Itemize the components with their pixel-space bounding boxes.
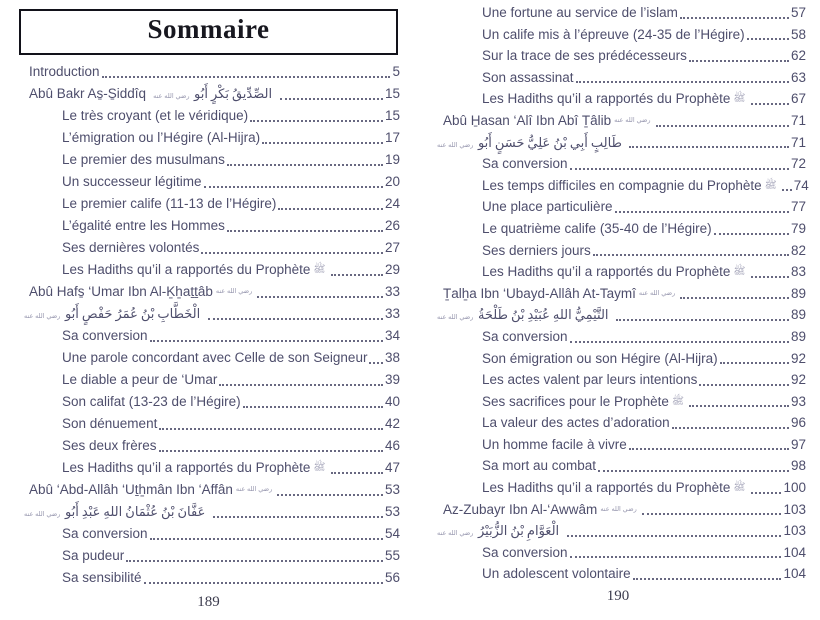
- toc-entry-page: 46: [384, 438, 400, 453]
- arabic-word: عَبْدِ: [81, 504, 101, 519]
- toc-entry-label: Ses sacrifices pour le Prophète: [482, 393, 669, 409]
- dot-leader: [633, 563, 782, 585]
- toc-entry: [430, 2, 806, 24]
- toc-entry: [17, 501, 400, 523]
- toc-entry-label: Introduction: [29, 64, 100, 79]
- dot-leader: [369, 347, 383, 369]
- toc-entry-label: Un homme facile à vivre: [482, 436, 627, 452]
- toc-entry-label: Abû Bakr As̱-S̱iddîq: [29, 86, 147, 101]
- dot-leader: [150, 325, 383, 347]
- toc-entry-page: 92: [790, 350, 806, 366]
- toc-entry-page: 53: [384, 504, 400, 519]
- toc-entry-label: Ṯalẖa Ibn ‘Ubayd-Allâh At-Taymî: [443, 285, 636, 301]
- toc-entry-label: Sa conversion: [62, 328, 148, 343]
- toc-entry-page: 79: [790, 220, 806, 236]
- toc-entry-label: Le quatrième calife (35-40 de l’Hégire): [482, 220, 712, 236]
- toc-entry-page: 89: [790, 328, 806, 344]
- toc-entry-label: Sa conversion: [482, 328, 568, 344]
- toc-entry: [17, 303, 400, 325]
- toc-entry: [17, 61, 400, 83]
- toc-entry-page: 39: [384, 372, 400, 387]
- toc-entry-page: 74: [793, 177, 809, 193]
- arabic-word: بْنُ: [160, 504, 175, 519]
- raa-symbol: رضي الله عنه: [437, 314, 474, 322]
- arabic-word: حَفْصٍ: [81, 306, 113, 321]
- toc-entry-page: 19: [384, 152, 400, 167]
- dot-leader: [570, 326, 789, 348]
- arabic-word: بْنُ: [510, 307, 525, 323]
- toc-entry-page: 26: [384, 218, 400, 233]
- raa-symbol: رضي الله عنه: [437, 530, 474, 538]
- toc-entry-page: 17: [384, 130, 400, 145]
- toc-entry: [430, 499, 806, 521]
- dot-leader: [699, 369, 789, 391]
- dot-leader: [689, 391, 789, 413]
- toc-entry-page: 54: [384, 526, 400, 541]
- saws-symbol: ﷺ: [733, 266, 746, 278]
- toc-entry: [430, 434, 806, 456]
- raa-symbol: رضي الله عنه: [24, 511, 61, 518]
- toc-entry-label: Sa pudeur: [62, 548, 125, 563]
- raa-symbol: رضي الله عنه: [600, 505, 637, 513]
- toc-entry: [430, 153, 806, 175]
- toc-entry: [430, 477, 806, 499]
- dot-leader: [751, 477, 782, 499]
- toc-entry-page: 56: [384, 570, 400, 585]
- saws-symbol: ﷺ: [313, 264, 326, 275]
- dot-leader: [208, 303, 383, 325]
- toc-entry-label: Un successeur légitime: [62, 174, 202, 189]
- toc-entry-page: 40: [384, 394, 400, 409]
- toc-entry-label: Une place particulière: [482, 199, 613, 215]
- dot-leader: [629, 434, 789, 456]
- toc-entry: [17, 105, 400, 127]
- toc-entry-page: 71: [790, 112, 806, 128]
- dot-leader: [689, 45, 789, 67]
- arabic-word: أَبُو: [194, 86, 208, 101]
- raa-symbol: رضي الله عنه: [235, 486, 273, 493]
- dot-leader: [567, 520, 782, 542]
- toc-page-right: [430, 2, 809, 605]
- dot-leader: [570, 153, 789, 175]
- toc-entry-page: 83: [790, 264, 806, 280]
- toc-entry: [430, 455, 806, 477]
- toc-entry: [17, 83, 400, 105]
- toc-entry: [17, 127, 400, 149]
- dot-leader: [656, 110, 789, 132]
- toc-entry-page: 55: [384, 548, 400, 563]
- toc-entry-label: La valeur des actes d’adoration: [482, 415, 670, 431]
- dot-leader: [144, 567, 383, 589]
- toc-entry-page: 96: [790, 415, 806, 431]
- dot-leader: [201, 237, 383, 259]
- saws-symbol: ﷺ: [764, 179, 777, 191]
- toc-entry: [17, 545, 400, 567]
- dot-leader: [213, 501, 383, 523]
- arabic-word: الصِّدِّيقُ: [231, 86, 273, 101]
- toc-entry: [17, 325, 400, 347]
- toc-entry-label: Les Hadiths qu’il a rapportés du Prophète: [62, 262, 311, 277]
- dot-leader: [576, 67, 789, 89]
- toc-entry-page: 77: [790, 199, 806, 215]
- toc-entry-label: Ses deux frères: [62, 438, 157, 453]
- toc-entry-label: Sa conversion: [62, 526, 148, 541]
- toc-entry-page: 89: [790, 285, 806, 301]
- raa-symbol: رضي الله عنه: [614, 116, 651, 124]
- toc-entries-left: [17, 61, 400, 589]
- toc-entry: [430, 261, 806, 283]
- toc-entry: [430, 283, 806, 305]
- toc-entry: [430, 542, 806, 564]
- toc-entry-page: 5: [392, 64, 400, 79]
- toc-entry: [17, 413, 400, 435]
- folio-left: 189: [197, 594, 220, 610]
- dot-leader: [159, 435, 383, 457]
- arabic-word: اللهِ: [103, 504, 123, 519]
- toc-entry-label: Les temps difficiles en compagnie du Prophète: [482, 177, 762, 193]
- toc-entry-page: 103: [783, 523, 806, 539]
- toc-entry-page: 15: [384, 108, 400, 123]
- toc-page-left: [17, 8, 400, 611]
- arabic-word: بْنُ: [140, 306, 155, 321]
- toc-entry-page: 104: [783, 544, 806, 560]
- arabic-word: الْعَوَّامِ: [526, 523, 560, 539]
- raa-symbol: رضي الله عنه: [215, 288, 253, 295]
- toc-entry-label: Abû ‘Abd-Allâh ‘Uṯẖmân Ibn ‘Affân: [29, 482, 233, 497]
- dot-leader: [680, 2, 789, 24]
- arabic-word: اللهِ: [552, 307, 572, 323]
- toc-entry: [430, 348, 806, 370]
- toc-entry-label: Le premier calife (11-13 de l’Hégire): [62, 196, 277, 211]
- toc-entry: [430, 520, 806, 542]
- dot-leader: [642, 499, 782, 521]
- sommaire-title-box: [19, 9, 398, 55]
- dot-leader: [204, 171, 383, 193]
- dot-leader: [714, 218, 789, 240]
- arabic-word: أَبُو: [64, 504, 79, 519]
- toc-entry: [17, 523, 400, 545]
- toc-entry: [430, 45, 806, 67]
- toc-entry-label: Les Hadiths qu’il a rapportés du Prophète: [482, 480, 731, 496]
- toc-entry-page: 27: [384, 240, 400, 255]
- toc-entry-label: Sa sensibilité: [62, 570, 142, 585]
- toc-entry: [17, 347, 400, 369]
- toc-entry-page: 33: [384, 306, 400, 321]
- saws-symbol: ﷺ: [313, 462, 326, 473]
- toc-entry-page: 42: [384, 416, 400, 431]
- dot-leader: [570, 542, 782, 564]
- dot-leader: [126, 545, 383, 567]
- arabic-word: طَالِبٍ: [590, 134, 622, 150]
- toc-entry-page: 47: [384, 460, 400, 475]
- toc-entry-page: 57: [790, 5, 806, 20]
- dot-leader: [150, 523, 383, 545]
- dot-leader: [751, 261, 789, 283]
- dot-leader: [680, 283, 789, 305]
- toc-entry-label: Sa conversion: [482, 156, 568, 172]
- arabic-word: بْنُ: [553, 134, 567, 150]
- folio-right: 190: [606, 588, 630, 605]
- toc-entry-page: 93: [790, 393, 806, 409]
- toc-entry-label: Le très croyant (et le véridique): [62, 108, 249, 123]
- toc-entry: [430, 391, 806, 413]
- toc-entry: [17, 237, 400, 259]
- dot-leader: [598, 455, 789, 477]
- toc-entry-page: 82: [790, 242, 806, 258]
- dot-leader: [250, 105, 383, 127]
- toc-entry-label: Les Hadiths qu’il a rapportés du Prophète: [482, 91, 731, 107]
- toc-entry-label: Abû Hafs̱ ‘Umar Ibn Al-Ḵẖaṯṯâb: [29, 284, 213, 299]
- toc-entry-page: 98: [790, 458, 806, 474]
- arabic-word: حَسَنٍ: [494, 134, 525, 150]
- toc-entry: [430, 326, 806, 348]
- dot-leader: [227, 149, 383, 171]
- arabic-word: بْنُ: [510, 523, 524, 539]
- raa-symbol: رضي الله عنه: [437, 141, 474, 149]
- dot-leader: [720, 348, 789, 370]
- saws-symbol: ﷺ: [733, 482, 746, 494]
- toc-entry-page: 24: [384, 196, 400, 211]
- toc-entry: [430, 132, 806, 154]
- toc-entry: [17, 259, 400, 281]
- toc-entry: [430, 218, 806, 240]
- arabic-word: عُبَيْدِ: [527, 307, 550, 323]
- toc-entry: [430, 304, 806, 326]
- toc-entry: [17, 369, 400, 391]
- dot-leader: [278, 193, 383, 215]
- toc-entry-page: 92: [790, 372, 806, 388]
- toc-entry-page: 103: [783, 501, 806, 517]
- toc-entry: [17, 391, 400, 413]
- dot-leader: [262, 127, 383, 149]
- toc-entry-label: Les actes valent par leurs intentions: [482, 372, 698, 388]
- toc-entry-page: 34: [384, 328, 400, 343]
- arabic-word: أَبُو: [477, 134, 492, 150]
- arabic-word: عُمَرُ: [115, 306, 138, 321]
- dot-leader: [593, 240, 789, 262]
- toc-entry-label: Son émigration ou son Hégire (Al-Hijra): [482, 350, 718, 366]
- raa-symbol: رضي الله عنه: [24, 313, 61, 320]
- toc-entry-page: 62: [790, 48, 806, 64]
- toc-entry-label: Son dénuement: [62, 416, 158, 431]
- dot-leader: [331, 457, 383, 479]
- dot-leader: [629, 132, 789, 154]
- arabic-word: عَفَّانَ: [177, 504, 206, 519]
- toc-entry-page: 97: [790, 436, 806, 452]
- arabic-word: عُثْمَانُ: [125, 504, 158, 519]
- dot-leader: [672, 412, 789, 434]
- toc-entry: [17, 567, 400, 589]
- toc-entry-label: Les Hadiths qu’il a rapportés du Prophète: [482, 264, 731, 280]
- toc-entry: [430, 175, 809, 197]
- toc-entry-label: Les Hadiths qu’il a rapportés du Prophète: [62, 460, 311, 475]
- toc-entry-label: Abû H̱asan ‘Alî Ibn Abî Ṯâlib: [443, 112, 612, 128]
- dot-leader: [331, 259, 383, 281]
- arabic-word: أَبِي: [569, 134, 588, 150]
- toc-entry: [17, 171, 400, 193]
- dot-leader: [243, 391, 383, 413]
- toc-entry-label: L’égalité entre les Hommes: [62, 218, 225, 233]
- toc-entry: [430, 24, 806, 46]
- arabic-word: الزُّبَيْرُ: [477, 523, 508, 539]
- raa-symbol: رضي الله عنه: [638, 289, 676, 297]
- toc-entry-page: 58: [790, 26, 806, 42]
- toc-entry: [430, 110, 806, 132]
- toc-entry: [17, 149, 400, 171]
- toc-entry-page: 71: [790, 134, 806, 150]
- toc-entry-label: Le diable a peur de ‘Umar: [62, 372, 218, 387]
- toc-entry-label: Une fortune au service de l’islam: [482, 5, 678, 20]
- toc-entry-page: 29: [384, 262, 400, 277]
- toc-entry-label: Sa mort au combat: [482, 458, 597, 474]
- toc-entry-label: Ses derniers jours: [482, 242, 591, 258]
- toc-entry-page: 72: [790, 156, 806, 172]
- toc-entry: [17, 479, 400, 501]
- toc-entry-page: 104: [783, 566, 806, 582]
- toc-entry-label: Az-Zubayr Ibn Al-‘Awwâm: [443, 501, 598, 517]
- toc-entry-page: 67: [790, 91, 806, 107]
- toc-entry: [17, 281, 400, 303]
- toc-entries-right: [430, 2, 809, 585]
- arabic-word: بَكْرٍ: [210, 86, 229, 101]
- dot-leader: [159, 413, 383, 435]
- toc-entry-label: Une parole concordant avec Celle de son Seigneur: [62, 350, 368, 365]
- arabic-word: أَبُو: [64, 306, 79, 321]
- toc-entry: [430, 240, 806, 262]
- saws-symbol: ﷺ: [733, 93, 746, 105]
- toc-entry: [17, 215, 400, 237]
- toc-entry-page: 63: [790, 69, 806, 85]
- toc-entry-label: Ses dernières volontés: [62, 240, 200, 255]
- toc-entry: [17, 457, 400, 479]
- toc-entry: [430, 369, 806, 391]
- toc-entry-page: 53: [384, 482, 400, 497]
- toc-entry: [430, 88, 806, 110]
- toc-entry-page: 89: [790, 307, 806, 323]
- dot-leader: [615, 196, 789, 218]
- arabic-word: التَّيْمِيُّ: [574, 307, 609, 323]
- toc-entry-label: Son califat (13-23 de l’Hégire): [62, 394, 241, 409]
- dot-leader: [616, 304, 789, 326]
- arabic-word: الْخَطَّابِ: [157, 306, 201, 321]
- toc-entry-label: Son assassinat: [482, 69, 574, 85]
- page-title: Sommaire: [147, 14, 270, 44]
- toc-entry: [430, 412, 806, 434]
- dot-leader: [219, 369, 383, 391]
- toc-entry-page: 20: [384, 174, 400, 189]
- dot-leader: [102, 61, 391, 83]
- toc-entry-label: L’émigration ou l’Hégire (Al-Hijra): [62, 130, 261, 145]
- toc-entry: [430, 563, 806, 585]
- arabic-word: طَلْحَةُ: [477, 307, 508, 323]
- dot-leader: [782, 175, 792, 197]
- toc-entry-label: Sur la trace de ses prédécesseurs: [482, 48, 687, 64]
- dot-leader: [277, 479, 383, 501]
- arabic-word: عَلِيُّ: [527, 134, 551, 150]
- dot-leader: [280, 83, 383, 105]
- toc-entry-page: 38: [384, 350, 400, 365]
- dot-leader: [257, 281, 383, 303]
- toc-entry: [430, 196, 806, 218]
- saws-symbol: ﷺ: [671, 395, 684, 407]
- toc-entry-label: Le premier des musulmans: [62, 152, 225, 167]
- dot-leader: [747, 24, 789, 46]
- toc-entry: [17, 193, 400, 215]
- toc-entry: [430, 67, 806, 89]
- toc-entry-page: 100: [783, 480, 806, 496]
- toc-entry-page: 33: [384, 284, 400, 299]
- dot-leader: [227, 215, 383, 237]
- toc-entry-page: 15: [384, 86, 400, 101]
- toc-entry-label: Un adolescent volontaire: [482, 566, 631, 582]
- toc-entry-label: Un calife mis à l’épreuve (24-35 de l’Hégire): [482, 26, 745, 42]
- dot-leader: [751, 88, 789, 110]
- toc-entry: [17, 435, 400, 457]
- toc-entry-label: Sa conversion: [482, 544, 568, 560]
- raa-symbol: رضي الله عنه: [153, 93, 190, 100]
